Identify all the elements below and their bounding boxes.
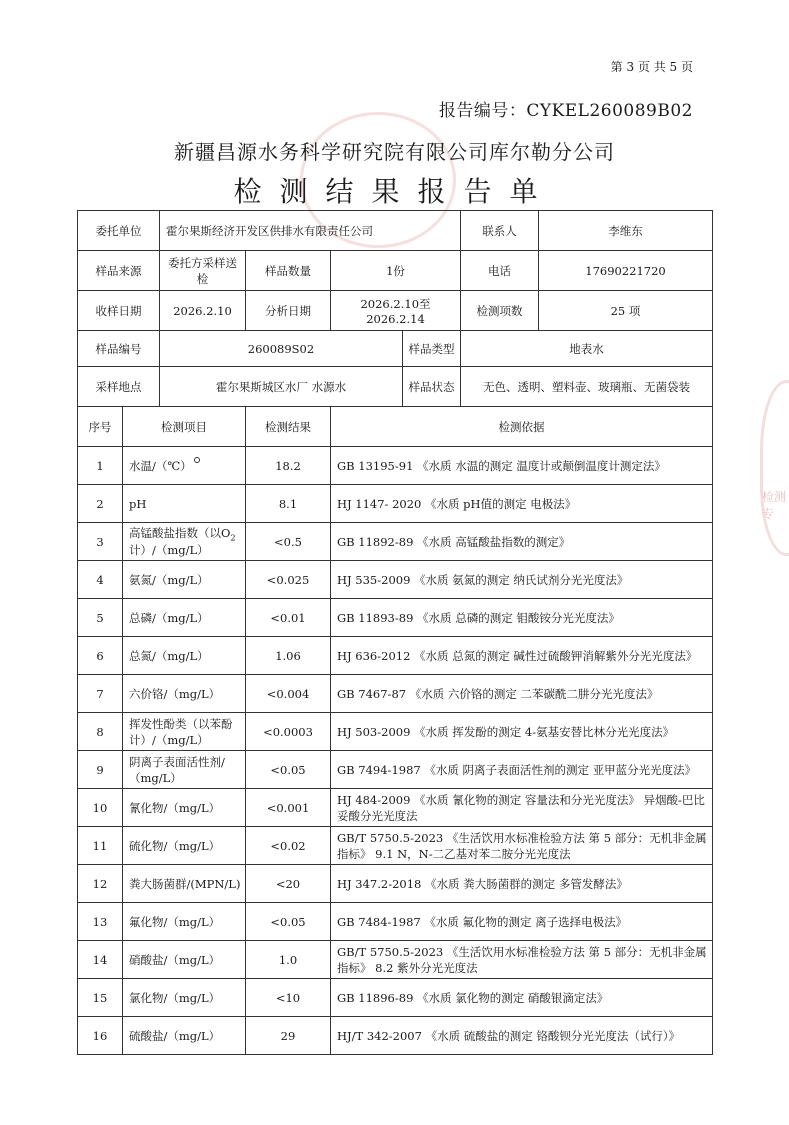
sample-type-label: 样品类型: [403, 331, 461, 367]
info-row-location: [78, 367, 713, 407]
items-count-label: 检测项数: [461, 291, 539, 331]
col-no-header: 序号: [78, 407, 123, 447]
report-number: 报告编号：CYKEL260089B02: [438, 101, 693, 121]
row-basis: HJ 535-2009 《水质 氨氮的测定 纳氏试剂分光光度法》: [331, 561, 713, 599]
state-value: 无色、透明、塑料壶、玻璃瓶、无菌袋装: [461, 367, 713, 407]
recv-date-label: 收样日期: [78, 291, 160, 331]
row-basis: HJ 636-2012 《水质 总氮的测定 碱性过硫酸钾消解紫外分光光度法》: [331, 637, 713, 675]
row-no: 15: [78, 979, 123, 1017]
analysis-date-value: 2026.2.10至2026.2.14: [331, 291, 461, 331]
row-item: 硝酸盐/（mg/L）: [123, 941, 246, 979]
row-basis: GB 11896-89 《水质 氯化物的测定 硝酸银滴定法》: [331, 979, 713, 1017]
document-title: 检测结果报告单: [233, 175, 556, 208]
table-row: [78, 675, 713, 713]
row-item: 粪大肠菌群/(MPN/L): [123, 865, 246, 903]
row-basis: HJ 484-2009 《水质 氰化物的测定 容量法和分光光度法》 异烟酸-巴比妥酸分光光度法: [331, 789, 713, 827]
table-row: [78, 789, 713, 827]
company-name: 新疆昌源水务科学研究院有限公司库尔勒分公司: [174, 140, 615, 164]
row-basis: GB 11892-89 《水质 高锰酸盐指数的测定》: [331, 523, 713, 561]
state-label: 样品状态: [403, 367, 461, 407]
table-row: [78, 523, 713, 561]
row-basis: HJ 503-2009 《水质 挥发酚的测定 4-氨基安替比林分光光度法》: [331, 713, 713, 751]
row-result: <0.001: [246, 789, 331, 827]
row-basis: HJ 1147- 2020 《水质 pH值的测定 电极法》: [331, 485, 713, 523]
qty-label: 样品数量: [246, 251, 331, 291]
row-item: 阴离子表面活性剂/（mg/L）: [123, 751, 246, 789]
items-count-value: 25 项: [539, 291, 713, 331]
info-row-sample: [78, 331, 713, 367]
source-value: 委托方采样送检: [160, 251, 246, 291]
table-row: [78, 751, 713, 789]
row-no: 13: [78, 903, 123, 941]
info-row-source: [78, 251, 713, 291]
table-row: [78, 485, 713, 523]
edge-seal: [760, 380, 789, 556]
row-basis: GB/T 5750.5-2023 《生活饮用水标准检验方法 第 5 部分：无机非金属指标》 8.2 紫外分光光度法: [331, 941, 713, 979]
sample-type-value: 地表水: [461, 331, 713, 367]
row-basis: GB 13195-91 《水质 水温的测定 温度计或颠倒温度计测定法》: [331, 447, 713, 485]
location-label: 采样地点: [78, 367, 160, 407]
row-result: 29: [246, 1017, 331, 1055]
info-row-client: [78, 211, 713, 251]
table-row: [78, 637, 713, 675]
client-value: 霍尔果斯经济开发区供排水有限责任公司: [160, 211, 461, 251]
row-result: <0.02: [246, 827, 331, 865]
row-result: <0.5: [246, 523, 331, 561]
row-item: 六价铬/（mg/L）: [123, 675, 246, 713]
row-basis: HJ/T 342-2007 《水质 硫酸盐的测定 铬酸钡分光光度法（试行）》: [331, 1017, 713, 1055]
row-result: <0.01: [246, 599, 331, 637]
page-indicator: 第 3 页 共 5 页: [610, 60, 693, 74]
sample-id-value: 260089S02: [160, 331, 403, 367]
degree-icon: [194, 457, 200, 463]
table-row: [78, 447, 713, 485]
row-no: 10: [78, 789, 123, 827]
row-no: 6: [78, 637, 123, 675]
row-basis: GB/T 5750.5-2023 《生活饮用水标准检验方法 第 5 部分：无机非金属指标》 9.1 N，N-二乙基对苯二胺分光光度法: [331, 827, 713, 865]
row-item-text: 水温/（℃）: [129, 458, 200, 474]
table-row: [78, 561, 713, 599]
info-row-dates: [78, 291, 713, 331]
row-result: <0.05: [246, 903, 331, 941]
table-row: [78, 713, 713, 751]
row-item: 氰化物/（mg/L）: [123, 789, 246, 827]
row-result: <0.0003: [246, 713, 331, 751]
row-result: <10: [246, 979, 331, 1017]
row-no: 1: [78, 447, 123, 485]
row-result: <0.004: [246, 675, 331, 713]
phone-value: 17690221720: [539, 251, 713, 291]
row-no: 5: [78, 599, 123, 637]
edge-seal-text: 检测专: [762, 490, 787, 521]
row-item: 氨氮/（mg/L）: [123, 561, 246, 599]
row-basis: GB 7467-87 《水质 六价铬的测定 二苯碳酰二肼分光光度法》: [331, 675, 713, 713]
row-result: <0.05: [246, 751, 331, 789]
table-row: [78, 599, 713, 637]
table-row: [78, 1017, 713, 1055]
row-result: <20: [246, 865, 331, 903]
row-item: [123, 447, 246, 485]
row-item: 氯化物/（mg/L）: [123, 979, 246, 1017]
row-result: 1.0: [246, 941, 331, 979]
row-no: 14: [78, 941, 123, 979]
row-item: 硫酸盐/（mg/L）: [123, 1017, 246, 1055]
row-no: 3: [78, 523, 123, 561]
row-basis: GB 11893-89 《水质 总磷的测定 钼酸铵分光光度法》: [331, 599, 713, 637]
row-no: 9: [78, 751, 123, 789]
row-basis: HJ 347.2-2018 《水质 粪大肠菌群的测定 多管发酵法》: [331, 865, 713, 903]
phone-label: 电话: [461, 251, 539, 291]
location-value: 霍尔果斯城区水厂 水源水: [160, 367, 403, 407]
client-label: 委托单位: [78, 211, 160, 251]
col-basis-header: 检测依据: [331, 407, 713, 447]
table-row: [78, 903, 713, 941]
row-no: 4: [78, 561, 123, 599]
row-basis: GB 7484-1987 《水质 氟化物的测定 离子选择电极法》: [331, 903, 713, 941]
row-no: 2: [78, 485, 123, 523]
row-no: 12: [78, 865, 123, 903]
table-row: [78, 827, 713, 865]
source-label: 样品来源: [78, 251, 160, 291]
row-no: 16: [78, 1017, 123, 1055]
row-basis: GB 7494-1987 《水质 阴离子表面活性剂的测定 亚甲蓝分光光度法》: [331, 751, 713, 789]
analysis-date-label: 分析日期: [246, 291, 331, 331]
row-item: 挥发性酚类（以苯酚计）/（mg/L）: [123, 713, 246, 751]
row-no: 7: [78, 675, 123, 713]
column-header-row: [78, 407, 713, 447]
contact-label: 联系人: [461, 211, 539, 251]
contact-value: 李维东: [539, 211, 713, 251]
qty-value: 1份: [331, 251, 461, 291]
table-row: [78, 979, 713, 1017]
row-result: 1.06: [246, 637, 331, 675]
row-item: 高锰酸盐指数（以$O_2$计）/（mg/L）: [123, 523, 246, 561]
report-table: [77, 210, 713, 1055]
row-item: 硫化物/（mg/L）: [123, 827, 246, 865]
row-item: pH: [123, 485, 246, 523]
col-item-header: 检测项目: [123, 407, 246, 447]
row-item: 氟化物/（mg/L）: [123, 903, 246, 941]
row-result: 8.1: [246, 485, 331, 523]
table-row: [78, 941, 713, 979]
row-no: 11: [78, 827, 123, 865]
table-row: [78, 865, 713, 903]
sample-id-label: 样品编号: [78, 331, 160, 367]
row-no: 8: [78, 713, 123, 751]
recv-date-value: 2026.2.10: [160, 291, 246, 331]
col-result-header: 检测结果: [246, 407, 331, 447]
row-result: <0.025: [246, 561, 331, 599]
row-item: 总氮/（mg/L）: [123, 637, 246, 675]
row-result: 18.2: [246, 447, 331, 485]
row-item: 总磷/（mg/L）: [123, 599, 246, 637]
